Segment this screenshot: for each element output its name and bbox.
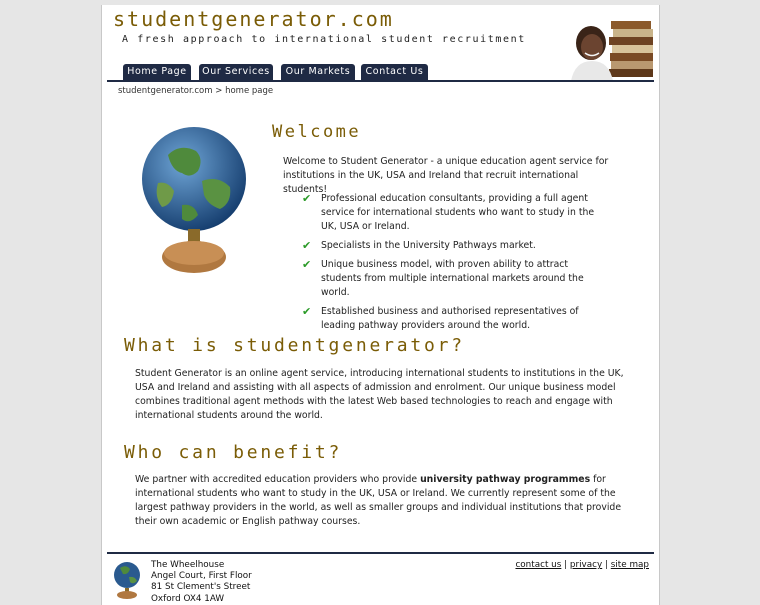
footer-link-privacy[interactable]: privacy [569, 560, 603, 570]
who-body-pre: We partner with accredited education providers who provide [135, 474, 421, 485]
what-heading: What is studentgenerator? [124, 335, 465, 356]
footer-globe-icon [112, 560, 142, 600]
what-body: Student Generator is an online agent service, introducing international students to institutions in the UK, USA and Ireland and assisting with all aspects of admission and enrolment. Our unique business model combines traditional agent methods with the latest Web based technologies to reach and engage with international students around the world. [135, 368, 624, 421]
page-container [101, 5, 660, 605]
site-title[interactable]: studentgenerator.com [113, 7, 394, 31]
welcome-intro: Welcome to Student Generator - a unique education agent service for institutions in the UK, USA and Ireland that recruit international students! [283, 156, 609, 195]
tagline: A fresh approach to international student recruitment [122, 34, 526, 45]
student-photo [565, 17, 655, 81]
check-icon: ✔ [302, 258, 312, 271]
list-item [302, 305, 607, 333]
check-icon: ✔ [302, 192, 312, 205]
welcome-heading: Welcome [272, 122, 362, 142]
breadcrumb-current: home page [225, 86, 274, 96]
address-line: Oxford OX4 1AW [151, 593, 225, 604]
list-item [302, 192, 607, 234]
footer-address [151, 560, 252, 605]
list-item-text: Professional education consultants, providing a full agent service for international students who want to study in the UK, USA or Ireland. [321, 193, 595, 232]
list-item [302, 258, 607, 300]
breadcrumb [118, 86, 273, 96]
tab-contact-us[interactable]: Contact Us [361, 64, 428, 80]
list-item-text: Unique business model, with proven ability to attract students from multiple international markets around the world. [321, 259, 584, 298]
footer-link-contact-us[interactable]: contact us [515, 560, 562, 570]
list-item-text: Established business and authorised representatives of leading pathway providers around the world. [321, 306, 579, 331]
tab-home-page[interactable]: Home Page [123, 64, 191, 80]
footer-link-separator: | [605, 560, 608, 570]
feature-list [302, 192, 607, 338]
breadcrumb-site[interactable]: studentgenerator.com [118, 86, 213, 96]
footer-link-site-map[interactable]: site map [610, 560, 649, 570]
who-body-post: for international students who want to study in the UK, USA or Ireland. We currently represent some of the largest pathway providers in the world, as well as smaller groups and individual institutions that provide their own academic or English pathway courses. [135, 474, 622, 527]
tab-our-markets[interactable]: Our Markets [281, 64, 355, 80]
address-line: Angel Court, First Floor [151, 571, 252, 582]
check-icon: ✔ [302, 239, 312, 252]
check-icon: ✔ [302, 305, 312, 318]
tab-our-services[interactable]: Our Services [199, 64, 273, 80]
breadcrumb-separator: > [215, 86, 223, 96]
list-item-text: Specialists in the University Pathways market. [321, 240, 536, 251]
footer-links [515, 560, 649, 570]
list-item [302, 239, 607, 253]
footer-divider [107, 552, 654, 554]
who-body [135, 473, 625, 529]
nav-divider [107, 80, 654, 82]
pathway-programmes-link[interactable]: university pathway programmes [420, 474, 591, 485]
address-line: The Wheelhouse [151, 560, 225, 570]
who-heading: Who can benefit? [124, 442, 343, 463]
footer-link-separator: | [564, 560, 568, 570]
globe-icon [138, 125, 248, 277]
address-line: 81 St Clement's Street [151, 582, 251, 593]
